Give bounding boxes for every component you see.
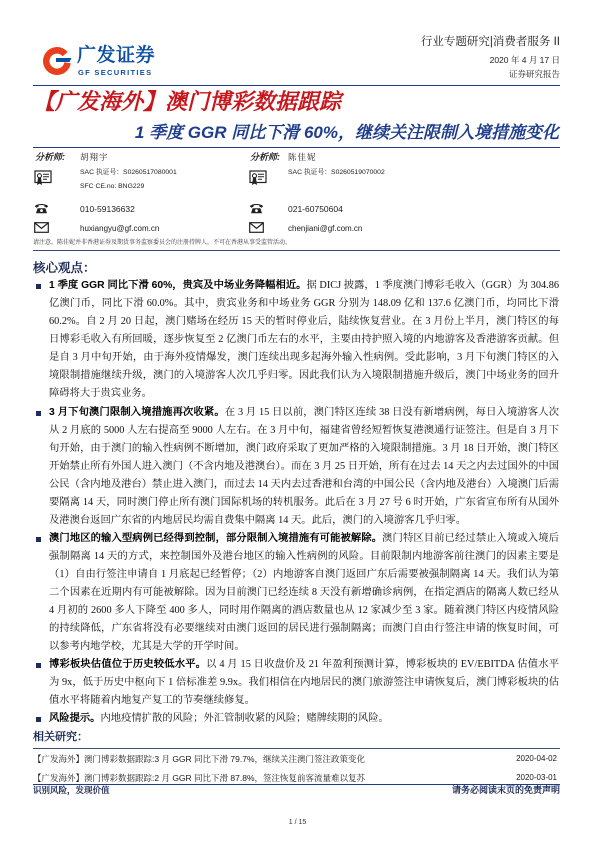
analyst-label: 分析师: (35, 152, 65, 162)
core-point-text (49, 710, 559, 728)
analyst-name: 胡翔宇 (80, 152, 109, 162)
analyst-license-note: 请注意，陈佳妮并非香港证券及期货事务监察委员会的注册持牌人，不可在香港从事受监管活动。 (33, 240, 292, 246)
square-bullet-icon (36, 284, 41, 289)
square-bullet-icon (36, 411, 41, 416)
logo-english-name: GF SECURITIES (78, 68, 153, 77)
analyst-sac-number: SAC 执证号：S0260517080001 (80, 169, 177, 176)
footer-disclaimer: 请务必阅读末页的免责声明 (451, 785, 560, 795)
certificate-icon (249, 170, 267, 186)
analyst-divider (33, 250, 560, 251)
core-point-body: 澳门特区目前已经过禁止入境或入境后强制隔离 14 天的方式，来控制国外及港台地区的输入性病例的风险。目前限制内地游客前往澳门的因素主要是（1）自由行签注申请自 1 月底起已经暂停；（2）内地游客自澳门返回广东后需要被强制隔离 14 天。我们认为第二个因素在近期内有可能被解除。因为目前澳门已经连续 8 天没有新增确诊病例，在指定酒店的隔离人数已经从 4 月初的 2600 多人下降至 400 多人，同时用作隔离的酒店数量也从 12 家减少至 3 家。随着澳门特区内疫情风险的持续降低，广东省将没有必要继续对由澳门返回的居民进行强制隔离；而澳门自由行签注申请的恢复时间，可以参考内地学校，尤其是大学的开学时间。 (49, 533, 560, 652)
core-point-body: 据 DICJ 披露，1 季度澳门博彩毛收入（GGR）为 304.86 亿澳门币，同比下滑 60.0%。其中，贵宾业务和中场业务 GGR 分别为 148.09 亿和 137.6 亿澳门币，均同比下滑 60.2%。自 2 月 20 日起，澳门赌场在经历 15 天的暂时停业后，陆续恢复营业。在 3 月份上半月，澳门特区的每日博彩毛收入有所回暖，逐步恢复至 2 亿澳门币左右的水平，主要由持护照入境的内地游客及香港游客贡献。但是自 3 月中旬开始，由于海外疫情爆发，澳门连续出现多起海外输入性病例。受此影响，3 月下旬澳门特区的入境限制措施继续升级，澳门的入境游客人次几乎归零。因此我们认为入境限制措施升级后，澳门中场业务的回升障碍将大于贵宾业务。 (49, 280, 560, 399)
related-research-title: 【广发海外】澳门博彩数据跟踪:2 月 GGR 同比下滑 87.8%，签注恢复前客流量难以复苏 (33, 773, 366, 783)
report-title: 【广发海外】澳门博彩数据跟踪 (33, 89, 342, 114)
related-research-row (33, 772, 560, 784)
report-meta (421, 34, 560, 81)
core-point-body: 以 4 月 15 日收盘价及 21 年盈利预测计算，博彩板块的 EV/EBITDA 估值水平为 9x，低于历史中枢向下 1 倍标准差 9.9x。我们相信在内地居民的澳门旅游签注申请恢复后，澳门博彩板块的估值水平将随着内地复产复工的节奏继续修复。 (49, 659, 560, 706)
related-research-heading: 相关研究： (33, 731, 88, 743)
core-point-body: 在 3 月 15 日以前，澳门特区连续 38 日没有新增病例，每日入境游客人次从 2 月底的 5000 人左右提高至 9000 人左右。在 3 月中旬，福建省曾经短暂恢复港澳通行证签注。但是自 3 月下旬开始，由于澳门的输入性病例不断增加，澳门政府采取了更加严格的入境限制措施。3 月 18 日开始，澳门特区开始禁止所有外国人进入澳门（不含内地及港澳台）。而在 3 月 25 日开始，所有在过去 14 天之内去过国外的中国公民（含内地及港台）禁止进入澳门，而过去 14 天内去过香港和台湾的中国公民（含内地及港台）入境澳门后需要隔离 14 天，同时澳门停止所有澳门国际机场的转机服务。此后在 3 月 27 号 6 时开始，广东省宣布所有从国外及港澳台返回广东省的内地居民均需自费集中隔离 14 天。此后，澳门的入境游客几乎归零。 (49, 407, 560, 526)
core-point-text (49, 656, 559, 710)
analyst-email: chenjiani@gf.com.cn (288, 224, 363, 233)
core-point-lead: 风险提示。 (49, 713, 101, 724)
related-research-title: 【广发海外】澳门博彩数据跟踪:3 月 GGR 同比下滑 79.7%，继续关注澳门签注政策变化 (33, 754, 366, 764)
gf-securities-logo (40, 44, 160, 80)
related-research-date: 2020-04-02 (516, 754, 557, 763)
analyst-sfc-number: SFC CE.no: BNG229 (80, 183, 145, 190)
square-bullet-icon (36, 717, 41, 722)
related-research-row (33, 753, 560, 765)
header-divider (33, 85, 560, 86)
core-points-heading: 核心观点： (33, 261, 96, 275)
related-divider (33, 748, 560, 749)
certificate-icon (34, 170, 52, 186)
analyst-name: 陈佳妮 (288, 152, 317, 162)
page-number: 1 / 15 (288, 819, 307, 826)
report-subtitle: 1 季度 GGR 同比下滑 60%，继续关注限制入境措施变化 (134, 123, 559, 142)
footer-slogan: 识别风险，发现价值 (33, 785, 110, 795)
core-point-text (49, 277, 559, 403)
core-point-lead: 1 季度 GGR 同比下滑 60%，贵宾及中场业务降幅相近。 (49, 280, 307, 291)
gf-logo-emblem-icon (40, 44, 74, 78)
core-point-lead: 博彩板块估值位于历史较低水平。 (49, 659, 207, 670)
core-point-body: 内地疫情扩散的风险；外汇管制收紧的风险；赌牌续期的风险。 (100, 713, 389, 724)
core-point-lead: 澳门地区的输入型病例已经得到控制，部分限制入境措施有可能被解除。 (49, 533, 383, 544)
core-point-text (49, 404, 559, 530)
analyst-label: 分析师: (250, 152, 280, 162)
analyst-phone: 021-60750604 (288, 204, 343, 214)
report-date: 2020 年 4 月 17 日 (489, 55, 560, 65)
square-bullet-icon (36, 537, 41, 542)
title-divider (33, 147, 560, 148)
square-bullet-icon (36, 663, 41, 668)
analyst-card (248, 150, 458, 238)
analyst-phone: 010-59136632 (80, 204, 135, 214)
logo-chinese-name: 广发证券 (77, 45, 156, 66)
report-type: 证券研究报告 (508, 69, 560, 79)
report-category: 行业专题研究|消费者服务 II (420, 36, 560, 48)
related-research-date: 2020-03-01 (516, 773, 557, 782)
phone-icon (34, 202, 49, 214)
core-point-text (49, 530, 559, 656)
core-point-lead: 3 月下旬澳门限制入境措施再次收紧。 (49, 407, 225, 418)
email-icon (34, 222, 49, 233)
analyst-sac-number: SAC 执证号：S0260519070002 (288, 169, 385, 176)
email-icon (249, 222, 264, 233)
analyst-email: huxiangyu@gf.com.cn (80, 224, 160, 233)
analyst-card (33, 150, 243, 238)
phone-icon (249, 202, 264, 214)
